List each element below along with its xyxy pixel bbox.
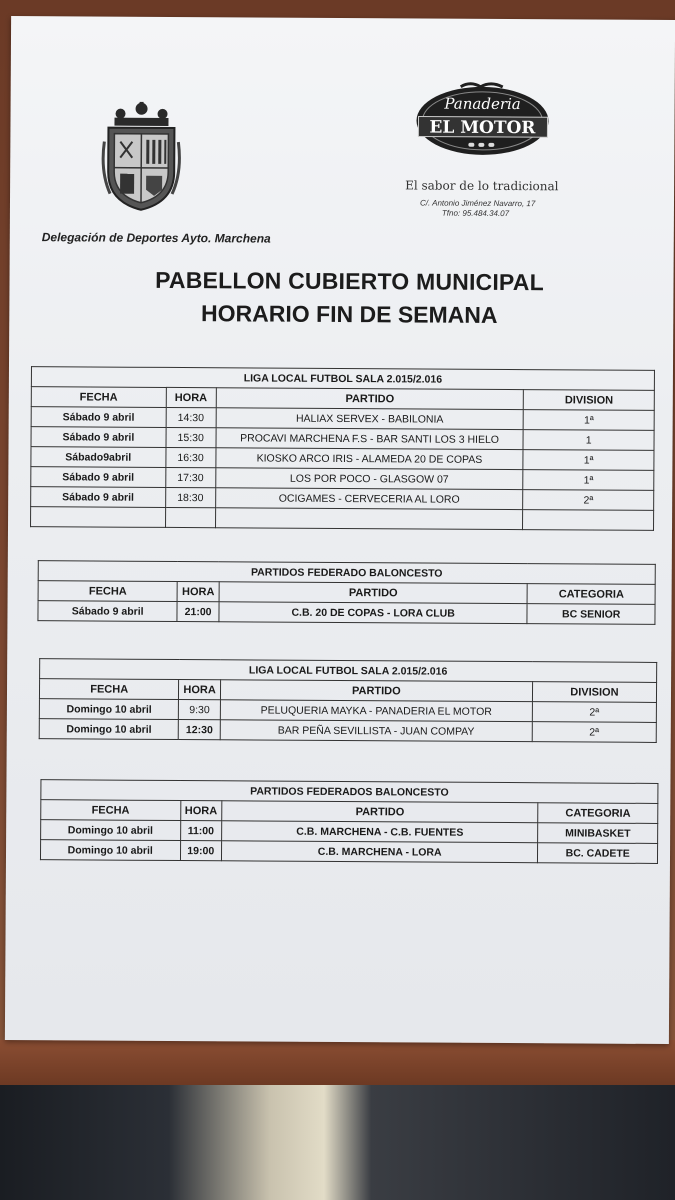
table-row — [40, 840, 657, 864]
cell-fecha: Domingo 10 abril — [39, 699, 179, 720]
col-header-hora: HORA — [180, 801, 222, 821]
table-row — [38, 601, 655, 625]
cell-hora: 17:30 — [165, 467, 215, 487]
cell-hora: 19:00 — [180, 841, 222, 861]
cell-division — [523, 510, 654, 531]
cell-partido: OCIGAMES - CERVECERIA AL LORO — [215, 488, 523, 510]
cell-partido: PELUQUERIA MAYKA - PANADERIA EL MOTOR — [220, 700, 532, 722]
col-header-categoria: CATEGORIA — [538, 803, 658, 824]
cell-partido: PROCAVI MARCHENA F.S - BAR SANTI LOS 3 HIELO — [216, 428, 524, 450]
town-crest-icon — [100, 102, 183, 214]
col-header-division: DIVISION — [524, 390, 655, 411]
col-header-fecha: FECHA — [38, 581, 178, 602]
cell-hora: 21:00 — [177, 602, 219, 622]
cell-division: 1ª — [523, 450, 654, 471]
table-caption: PARTIDOS FEDERADO BALONCESTO — [38, 561, 655, 585]
col-header-fecha: FECHA — [31, 387, 166, 408]
cell-fecha: Sábado 9 abril — [31, 487, 166, 508]
cell-partido: HALIAX SERVEX - BABILONIA — [216, 408, 524, 430]
cell-hora: 11:00 — [180, 821, 222, 841]
cell-partido: C.B. MARCHENA - C.B. FUENTES — [222, 821, 539, 843]
cell-categoria: BC SENIOR — [527, 604, 655, 625]
cell-division: 1ª — [524, 410, 655, 431]
cell-partido: C.B. 20 DE COPAS - LORA CLUB — [219, 602, 528, 624]
table-row — [39, 719, 656, 743]
col-header-partido: PARTIDO — [220, 680, 532, 702]
table-caption: PARTIDOS FEDERADOS BALONCESTO — [41, 780, 658, 804]
cell-hora: 9:30 — [179, 700, 221, 720]
cell-hora: 15:30 — [166, 427, 216, 447]
col-header-fecha: FECHA — [39, 679, 179, 700]
cell-hora: 16:30 — [166, 447, 216, 467]
col-header-hora: HORA — [166, 387, 216, 407]
col-header-hora: HORA — [177, 582, 219, 602]
table-caption: LIGA LOCAL FUTBOL SALA 2.015/2.016 — [31, 367, 654, 391]
page-title: PABELLON CUBIERTO MUNICIPAL — [155, 266, 544, 296]
cell-division: 2ª — [532, 722, 656, 743]
cell-partido: LOS POR POCO - GLASGOW 07 — [215, 468, 523, 490]
cell-division: 2ª — [523, 490, 654, 511]
cell-fecha: Sábado 9 abril — [38, 601, 178, 622]
cell-categoria: MINIBASKET — [538, 823, 658, 844]
cell-fecha: Sábado 9 abril — [31, 467, 166, 488]
floor — [0, 1085, 675, 1200]
cell-fecha: Sábado 9 abril — [31, 427, 166, 448]
col-header-hora: HORA — [179, 680, 221, 700]
schedule-table-sunday-basket — [40, 779, 658, 864]
cell-partido — [215, 508, 523, 530]
cell-division: 1ª — [523, 470, 654, 491]
cell-partido: C.B. MARCHENA - LORA — [221, 841, 538, 863]
cell-hora: 12:30 — [179, 720, 221, 740]
schedule-table-saturday-basket — [37, 560, 655, 625]
delegation-label: Delegación de Deportes Ayto. Marchena — [41, 230, 271, 246]
table-row-empty — [31, 507, 654, 531]
bakery-logo-icon — [410, 80, 556, 186]
table-caption: LIGA LOCAL FUTBOL SALA 2.015/2.016 — [40, 659, 657, 683]
cell-fecha — [31, 507, 166, 528]
cell-hora: 18:30 — [165, 487, 215, 507]
col-header-fecha: FECHA — [41, 800, 181, 821]
cell-division: 2ª — [532, 702, 656, 723]
schedule-table-saturday-futsal — [30, 366, 655, 531]
schedule-sheet — [5, 16, 675, 1044]
cell-hora: 14:30 — [166, 407, 216, 427]
cell-fecha: Sábado 9 abril — [31, 407, 166, 428]
bakery-phone: Tfno: 95.484.34.07 — [441, 208, 510, 219]
cell-categoria: BC. CADETE — [538, 843, 658, 864]
col-header-partido: PARTIDO — [222, 801, 539, 823]
cell-partido: BAR PEÑA SEVILLISTA - JUAN COMPAY — [220, 720, 532, 742]
col-header-division: DIVISION — [532, 682, 656, 703]
cell-fecha: Domingo 10 abril — [41, 820, 181, 841]
cell-fecha: Domingo 10 abril — [40, 840, 180, 861]
schedule-table-sunday-futsal — [39, 658, 657, 743]
col-header-categoria: CATEGORIA — [528, 584, 656, 605]
bakery-address: C/. Antonio Jiménez Navarro, 17 — [419, 198, 536, 209]
logo-name-text: EL MOTOR — [429, 117, 536, 139]
table-edge — [0, 1040, 675, 1088]
cell-fecha: Sábado9abril — [31, 447, 166, 468]
bakery-slogan: El sabor de lo tradicional — [405, 178, 559, 194]
page-subtitle: HORARIO FIN DE SEMANA — [201, 300, 498, 328]
cell-hora — [165, 507, 215, 527]
cell-division: 1 — [523, 430, 654, 451]
col-header-partido: PARTIDO — [219, 582, 528, 604]
logo-top-text: Panaderia — [444, 94, 521, 114]
cell-partido: KIOSKO ARCO IRIS - ALAMEDA 20 DE COPAS — [216, 448, 524, 470]
col-header-partido: PARTIDO — [216, 388, 524, 410]
cell-fecha: Domingo 10 abril — [39, 719, 179, 740]
